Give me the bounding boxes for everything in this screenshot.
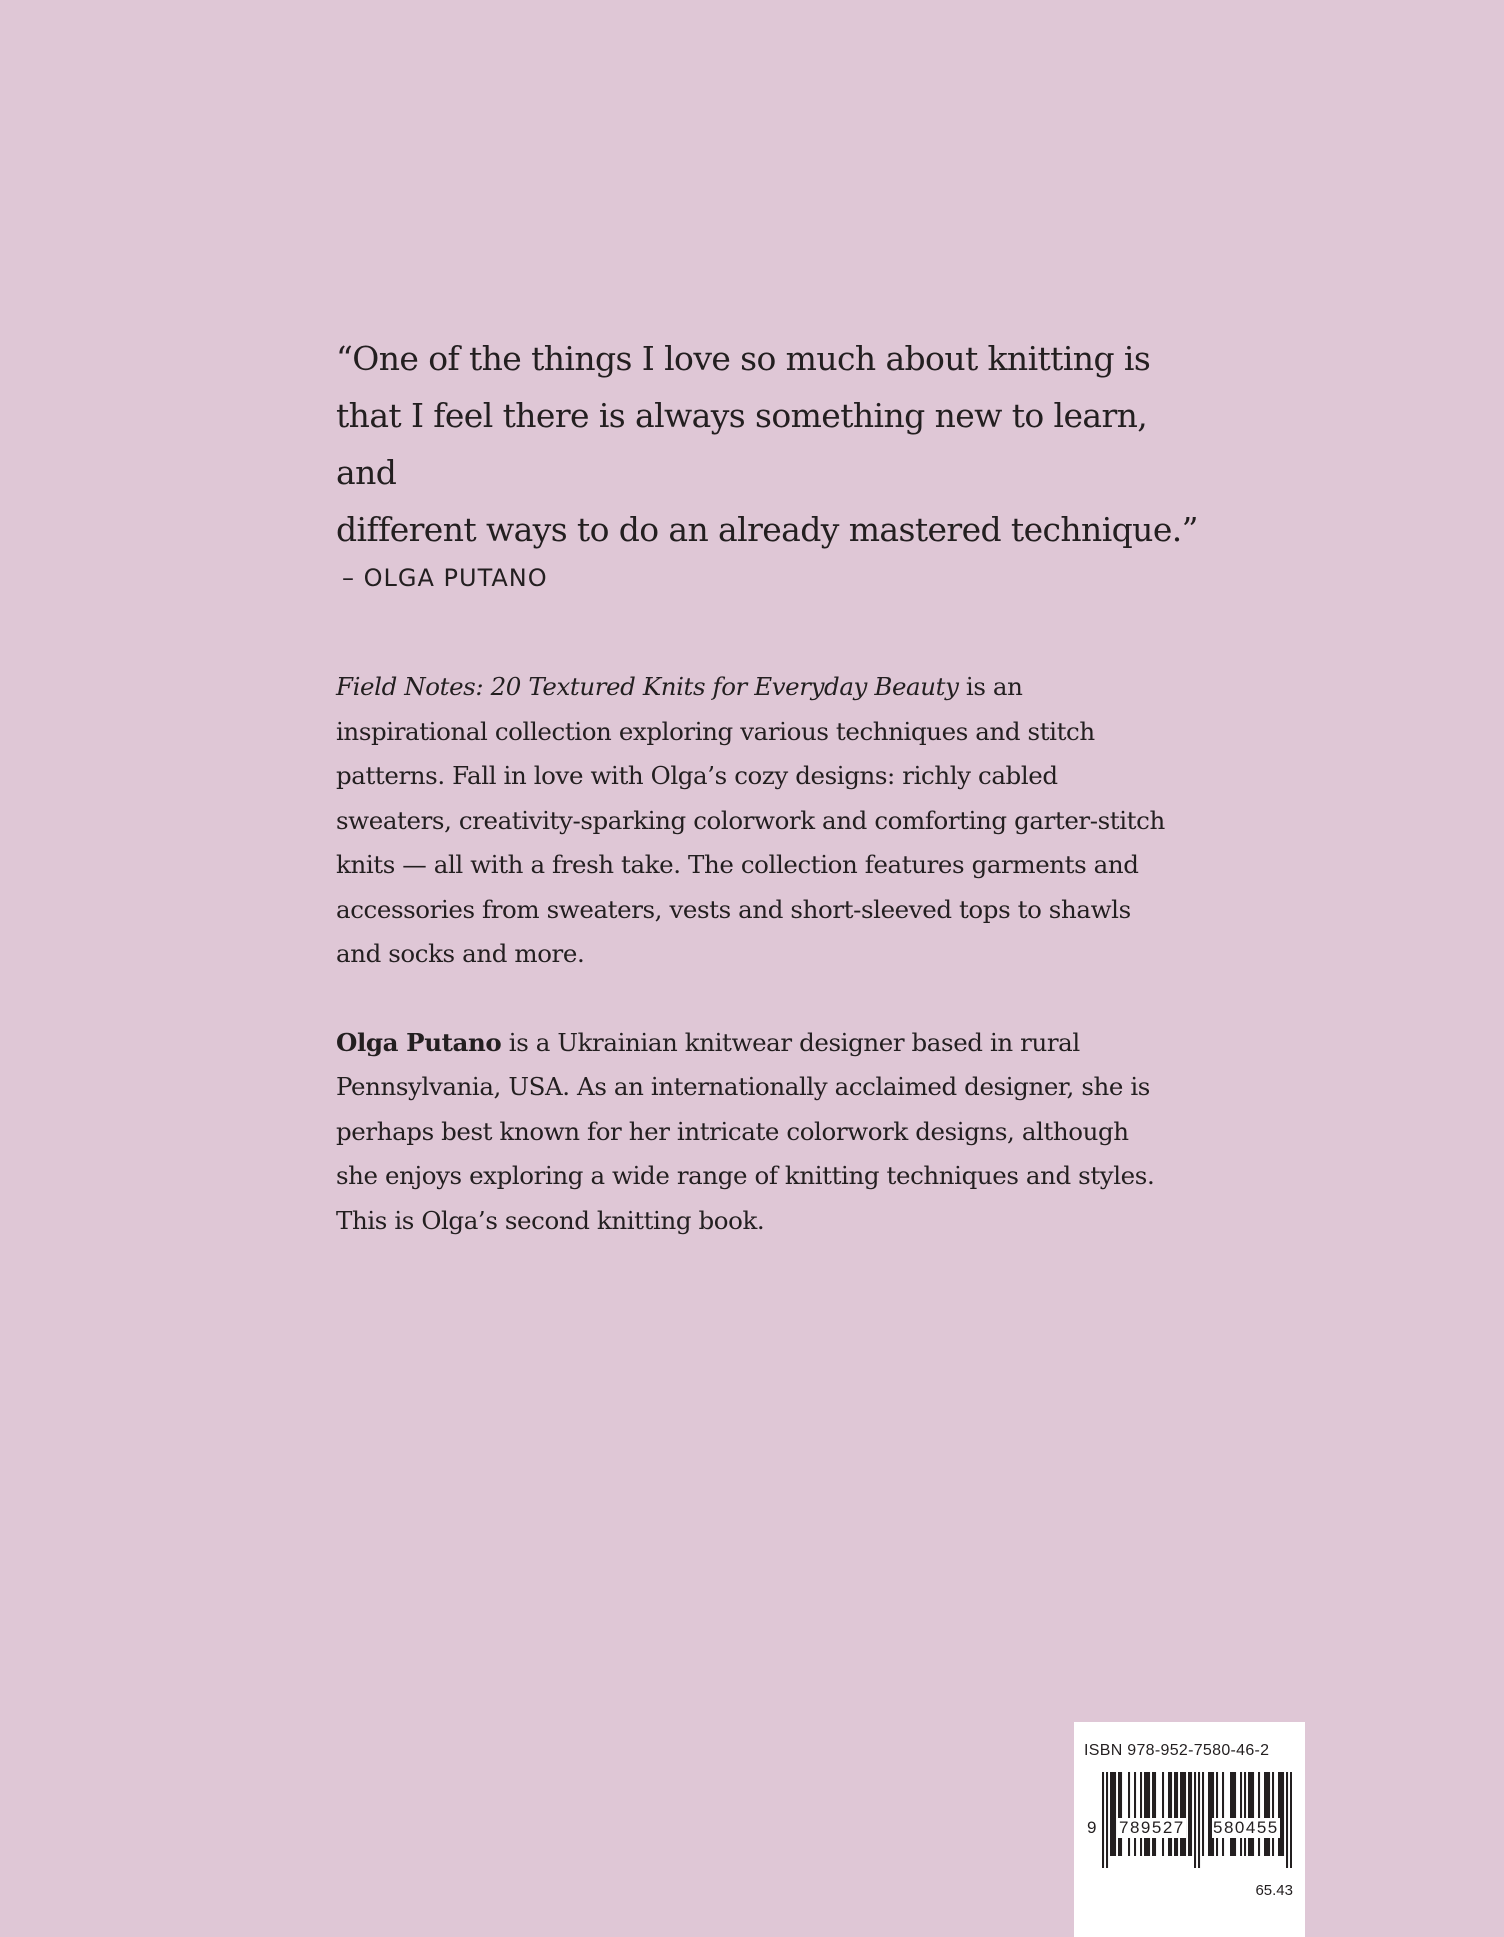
- quote-line: different ways to do an already mastered technique.”: [336, 510, 1198, 549]
- barcode-bar: [1114, 1772, 1116, 1856]
- barcode-bar: [1252, 1772, 1254, 1856]
- barcode-bar: [1184, 1772, 1186, 1856]
- barcode-guard-bar: [1106, 1772, 1108, 1868]
- price-code: 65.43: [1255, 1882, 1293, 1899]
- author-bio-body: is a Ukrainian knitwear designer based in rural Pennsylvania, USA. As an internationally acclaimed designer, she is perhaps best known for her intricate colorwork designs, although she enjoys exploring a wide range of knitting techniques and styles. This is Olga’s second knitting book.: [336, 1027, 1155, 1235]
- barcode-left-digits: 789527: [1119, 1818, 1185, 1837]
- author-name: Olga Putano: [336, 1027, 502, 1057]
- isbn-label: ISBN 978-952-7580-46-2: [1084, 1742, 1270, 1759]
- barcode-bar: [1272, 1772, 1274, 1856]
- barcode-bar: [1280, 1772, 1282, 1856]
- barcode-bar: [1148, 1772, 1150, 1856]
- quote-line: that I feel there is always something new to learn, and: [336, 396, 1148, 492]
- isbn-barcode-panel: [1074, 1722, 1305, 1937]
- barcode-bar: [1180, 1772, 1182, 1856]
- barcode-bar: [1170, 1772, 1172, 1856]
- book-title: Field Notes: 20 Textured Knits for Everyday Beauty: [336, 672, 959, 701]
- barcode-bar: [1210, 1772, 1212, 1856]
- barcode-bar: [1134, 1772, 1136, 1856]
- barcode-bar: [1278, 1772, 1280, 1856]
- barcode-right-digits: 580455: [1213, 1818, 1279, 1837]
- barcode-bar: [1174, 1772, 1176, 1856]
- barcode-bar: [1188, 1772, 1190, 1856]
- barcode-bar: [1118, 1772, 1120, 1856]
- barcode-bar: [1216, 1772, 1218, 1856]
- barcode-bar: [1234, 1772, 1236, 1856]
- barcode-bar: [1144, 1772, 1146, 1856]
- book-description: [336, 665, 1176, 1243]
- barcode-bar: [1112, 1772, 1114, 1856]
- barcode-bar: [1208, 1772, 1210, 1856]
- barcode-bar: [1240, 1772, 1242, 1856]
- barcode-bar: [1212, 1772, 1214, 1856]
- barcode-bar: [1222, 1772, 1224, 1856]
- barcode-bar: [1264, 1772, 1266, 1856]
- pull-quote: [336, 330, 1216, 592]
- barcode-bar: [1168, 1772, 1170, 1856]
- barcode-bar: [1230, 1772, 1232, 1856]
- barcode-guard-bar: [1286, 1772, 1288, 1868]
- barcode-bar: [1162, 1772, 1164, 1856]
- barcode-bar: [1154, 1772, 1156, 1856]
- barcode-bar: [1190, 1772, 1192, 1856]
- barcode-bar: [1232, 1772, 1234, 1856]
- barcode-bar: [1128, 1772, 1130, 1856]
- barcode-bar: [1282, 1772, 1284, 1856]
- barcode-bar: [1152, 1772, 1154, 1856]
- barcode-bar: [1176, 1772, 1178, 1856]
- barcode-bar: [1268, 1772, 1270, 1856]
- barcode-bar: [1110, 1772, 1112, 1856]
- barcode-bar: [1146, 1772, 1148, 1856]
- description-body: is an inspirational collection exploring various techniques and stitch patterns. Fall in love with Olga’s cozy designs: richly cabled sweaters, creativity-sparking colorwork and comforting garter-stitch knits — all with a fresh take. The collection features garments and accessories from sweaters, vests and short-sleeved tops to shawls and socks and more.: [336, 672, 1165, 968]
- description-paragraph: [336, 665, 1176, 977]
- barcode-guard-bar: [1198, 1772, 1200, 1868]
- author-bio-paragraph: [336, 1021, 1176, 1244]
- barcode-bar: [1250, 1772, 1252, 1856]
- barcode-bar: [1244, 1772, 1246, 1856]
- barcode-bar: [1248, 1772, 1250, 1856]
- barcode-bar: [1258, 1772, 1260, 1856]
- barcode-lead-digit: 9: [1087, 1818, 1098, 1837]
- barcode-guard-bar: [1290, 1772, 1292, 1868]
- barcode-bar: [1266, 1772, 1268, 1856]
- barcode-bar: [1202, 1772, 1204, 1856]
- quote-text: [336, 330, 1216, 558]
- quote-line: “One of the things I love so much about knitting is: [336, 339, 1151, 378]
- barcode-bar: [1140, 1772, 1142, 1856]
- barcode-bar: [1182, 1772, 1184, 1856]
- barcode-guard-bar: [1194, 1772, 1196, 1868]
- barcode-guard-bar: [1102, 1772, 1104, 1868]
- barcode-bar: [1120, 1772, 1122, 1856]
- quote-attribution: – OLGA PUTANO: [342, 564, 548, 592]
